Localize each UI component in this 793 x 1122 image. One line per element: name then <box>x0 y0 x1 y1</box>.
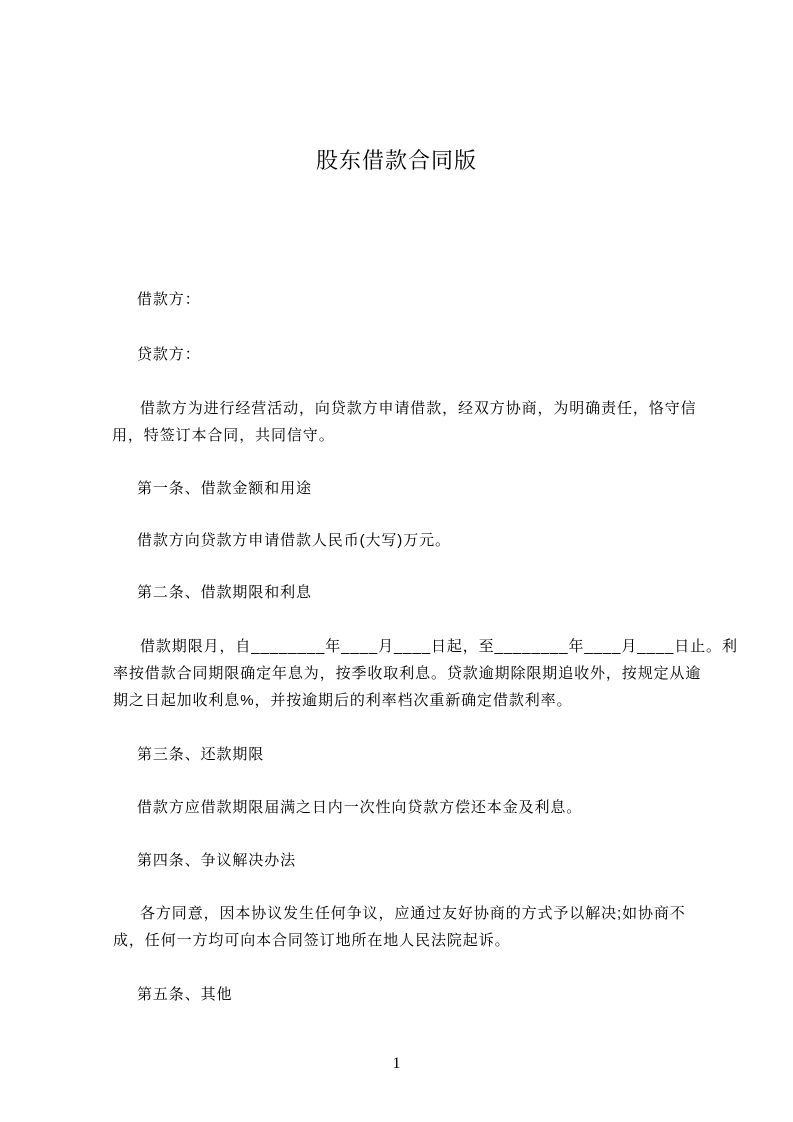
article-2-line: 借款期限月，自________年____月____日起，至________年____月____日止。利 <box>140 638 738 655</box>
lender-label: 贷款方： <box>137 346 201 363</box>
intro-line: 用，特签订本合同，共同信守。 <box>112 427 335 444</box>
article-4-line: 成，任何一方均可向本合同签订地所在地人民法院起诉。 <box>113 932 511 949</box>
article-4-title: 第四条、争议解决办法 <box>137 852 297 869</box>
article-5-title: 第五条、其他 <box>137 986 233 1003</box>
article-2-line: 率按借款合同期限确定年息为，按季收取利息。贷款逾期除限期追收外，按规定从逾 <box>113 665 702 682</box>
article-3-title: 第三条、还款期限 <box>137 746 265 763</box>
article-1-body: 借款方向贷款方申请借款人民币(大写)万元。 <box>137 532 451 549</box>
article-2-title: 第二条、借款期限和利息 <box>137 584 312 601</box>
borrower-label: 借款方： <box>137 291 201 308</box>
document-title: 股东借款合同版 <box>315 148 477 173</box>
intro-line: 借款方为进行经营活动，向贷款方申请借款，经双方协商，为明确责任，恪守信 <box>140 400 697 417</box>
article-2-line: 期之日起加收利息%，并按逾期后的利率档次重新确定借款利率。 <box>113 692 573 709</box>
page-number: 1 <box>392 1055 401 1072</box>
article-3-body: 借款方应借款期限届满之日内一次性向贷款方偿还本金及利息。 <box>137 799 583 816</box>
article-4-line: 各方同意，因本协议发生任何争议，应通过友好协商的方式予以解决;如协商不 <box>140 905 686 922</box>
article-1-title: 第一条、借款金额和用途 <box>137 480 312 497</box>
